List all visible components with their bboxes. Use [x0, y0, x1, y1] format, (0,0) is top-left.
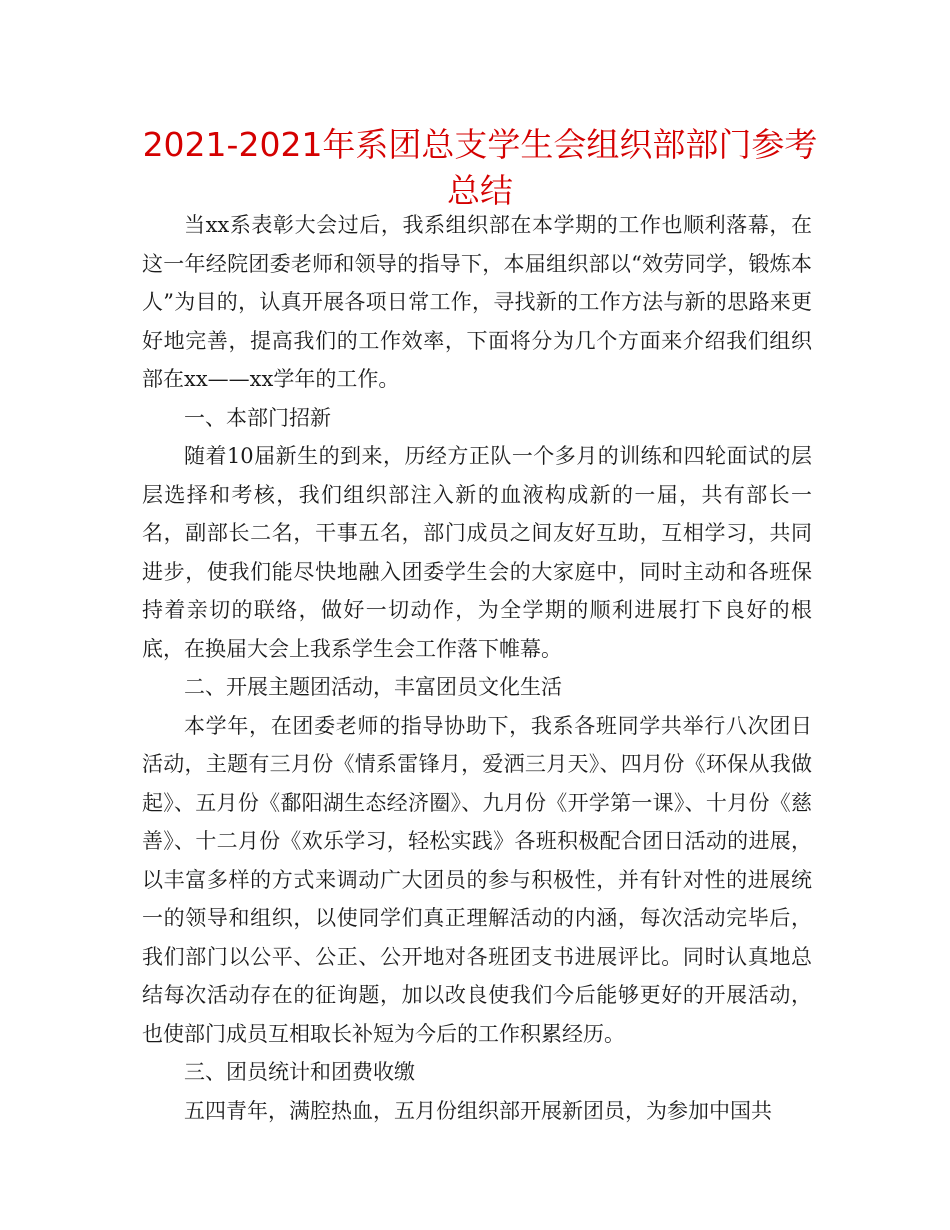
document-title-line-1: 2021-2021年系团总支学生会组织部部门参考	[142, 125, 818, 164]
paragraph-statistics: 五四青年，满腔热血，五月份组织部开展新团员，为参加中国共	[184, 1098, 772, 1123]
section-heading-recruitment: 一、本部门招新	[184, 405, 331, 430]
section-heading-statistics: 三、团员统计和团费收缴	[184, 1060, 415, 1084]
paragraph-intro: 当xx系表彰大会过后，我系组织部在本学期的工作也顺利落幕，在这一年经院团委老师和领导的指导下，本届组织部以“效劳同学，锻炼本人”为目的，认真开展各项日常工作，寻找新的工作方法与新的思路来更好地完善，提高我们的工作效率，下面将分为几个方面来介绍我们组织部在xx——xx学年的工作。	[142, 213, 812, 391]
paragraph-recruitment: 随着10届新生的到来，历经方正队一个多月的训练和四轮面试的层层选择和考核，我们组织部注入新的血液构成新的一届，共有部长一名，副部长二名，干事五名，部门成员之间友好互助，互相学习，共同进步，使我们能尽快地融入团委学生会的大家庭中，同时主动和各班保持着亲切的联络，做好一切动作，为全学期的顺利进展打下良好的根底，在换届大会上我系学生会工作落下帷幕。	[142, 444, 812, 661]
document-title-line-2: 总结	[447, 171, 513, 210]
document-body	[142, 206, 812, 1130]
section-heading-activities: 二、开展主题团活动，丰富团员文化生活	[184, 675, 562, 699]
paragraph-activities: 本学年，在团委老师的指导协助下，我系各班同学共举行八次团日活动，主题有三月份《情系雷锋月，爱洒三月天》、四月份《环保从我做起》、五月份《鄱阳湖生态经济圈》、九月份《开学第一课》、十月份《慈善》、十二月份《欢乐学习，轻松实践》各班积极配合团日活动的进展，以丰富多样的方式来调动广大团员的参与积极性，并有针对性的进展统一的领导和组织，以使同学们真正理解活动的内涵，每次活动完毕后，我们部门以公平、公正、公开地对各班团支书进展评比。同时认真地总结每次活动存在的征询题，加以改良使我们今后能够更好的开展活动，也使部门成员互相取长补短为今后的工作积累经历。	[142, 713, 812, 1046]
